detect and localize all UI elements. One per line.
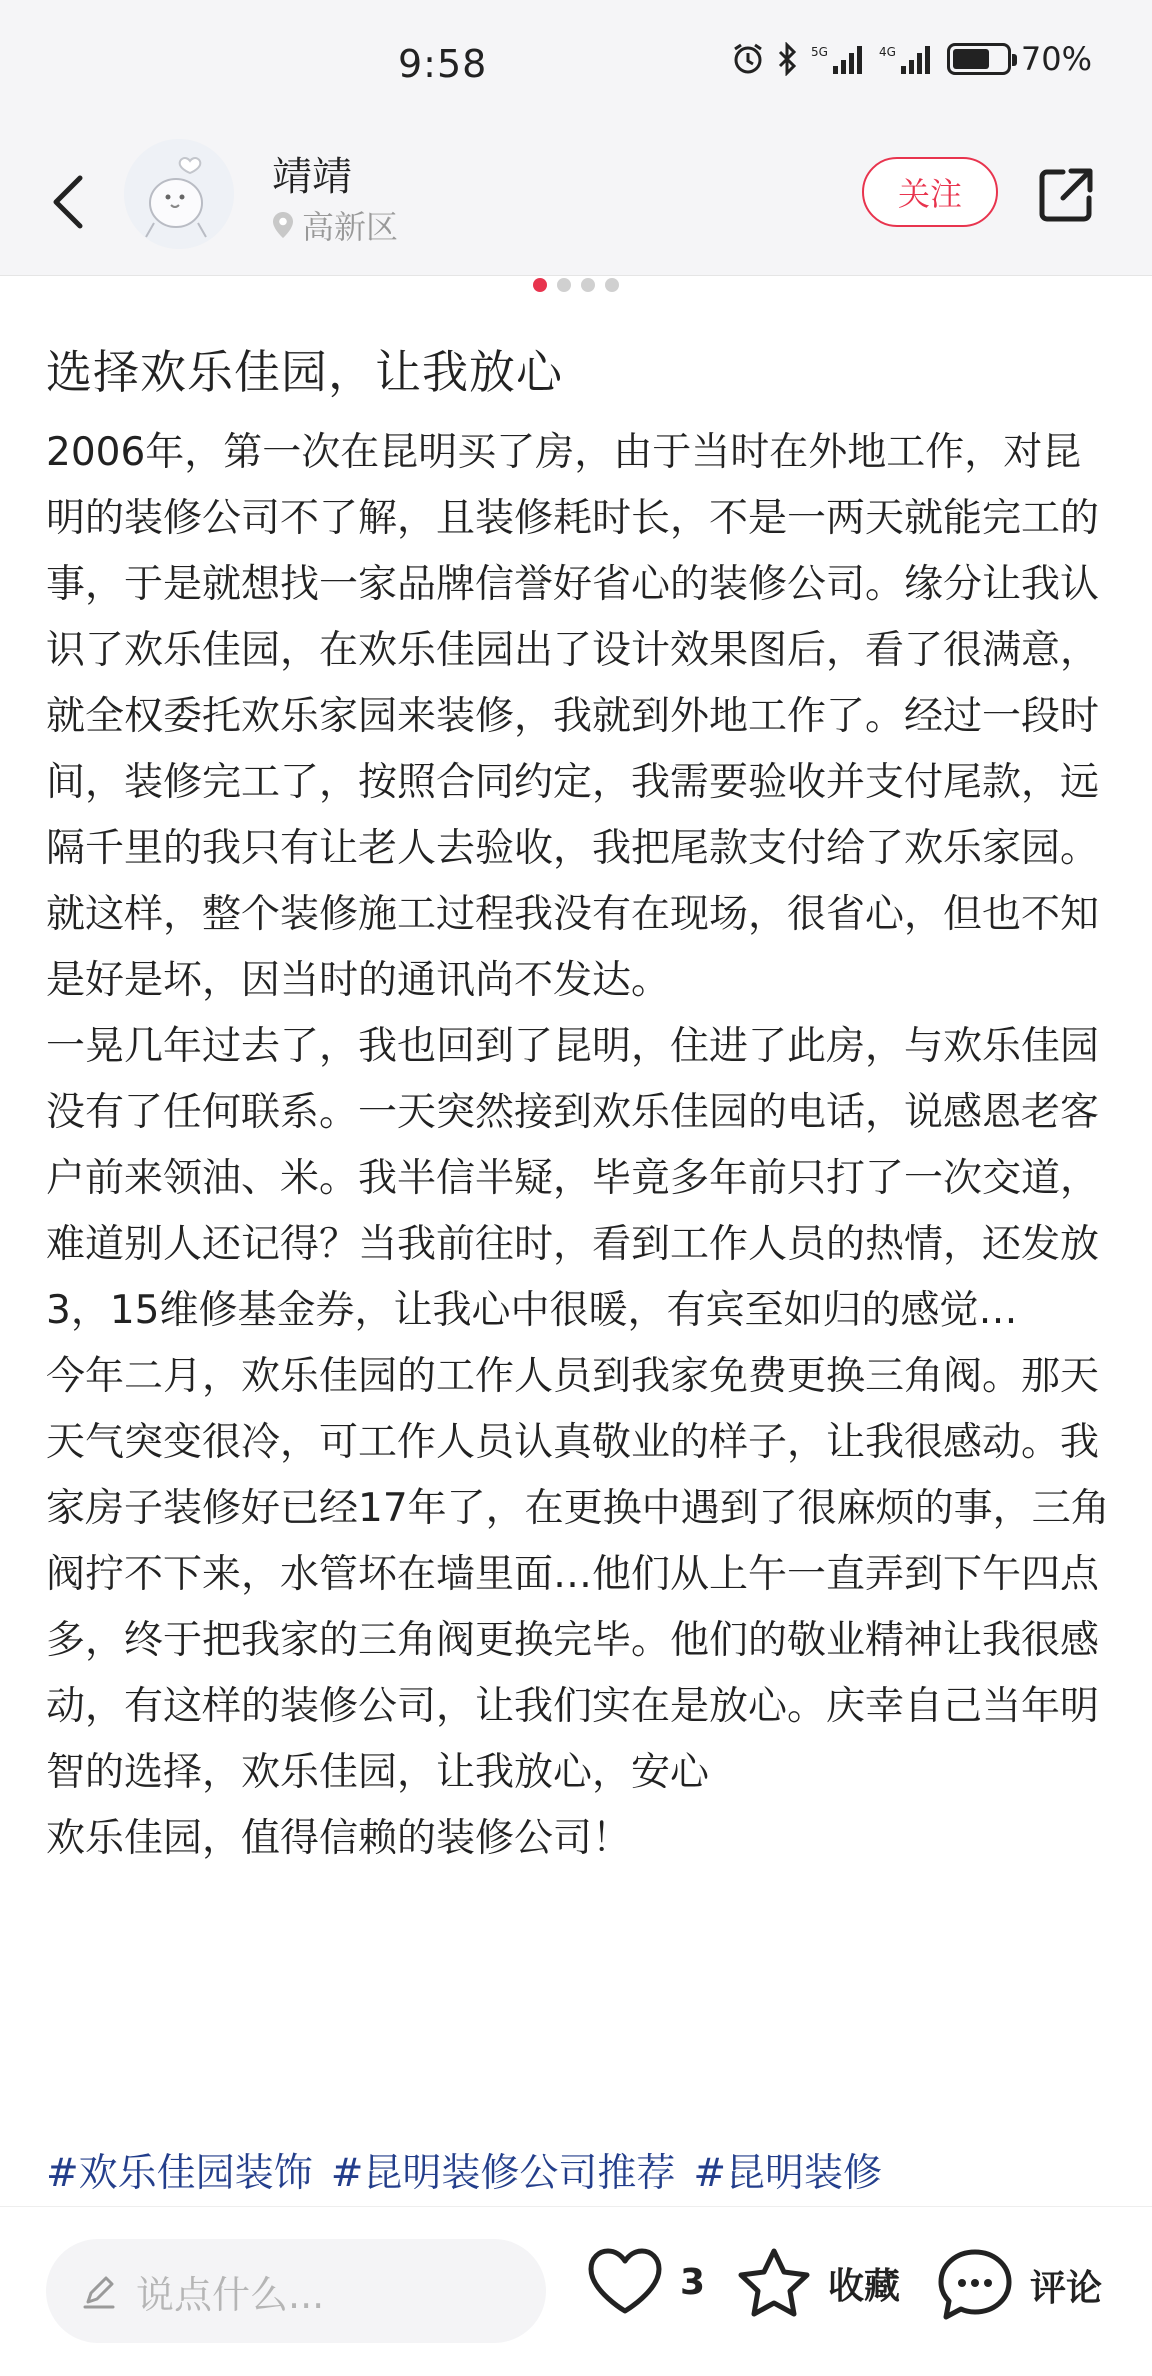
bluetooth-icon xyxy=(777,42,799,76)
tag-link[interactable]: #欢乐佳园装饰 xyxy=(46,2151,313,2196)
battery-indicator xyxy=(947,40,1092,78)
carousel-dot xyxy=(581,278,595,292)
post-body xyxy=(46,420,1116,1872)
location-pin-icon xyxy=(272,211,294,239)
carousel-indicator xyxy=(0,278,1152,292)
comment-label: 评论 xyxy=(1030,2267,1103,2309)
battery-percent: 70% xyxy=(1020,40,1092,78)
follow-button[interactable]: 关注 xyxy=(862,157,998,227)
comment-placeholder: 说点什么... xyxy=(136,2272,325,2317)
svg-text:5G: 5G xyxy=(810,45,828,59)
location-label: 高新区 xyxy=(302,208,399,246)
status-bar xyxy=(0,0,1152,135)
battery-fill xyxy=(953,49,989,69)
bottom-action-bar xyxy=(0,2206,1152,2376)
alarm-icon xyxy=(731,42,765,76)
avatar[interactable] xyxy=(124,139,234,249)
post-paragraph: 今年二月，欢乐佳园的工作人员到我家免费更换三角阀。那天天气突变很冷，可工作人员认真敬业的样子，让我很感动。我家房子装修好已经17年了，在更换中遇到了很麻烦的事，三角阀拧不下来，水管坏在墙里面…他们从上午一直弄到下午四点多，终于把我家的三角阀更换完毕。他们的敬业精神让我很感动，有这样的装修公司，让我们实在是放心。庆幸自己当年明智的选择，欢乐佳园，让我放心，安心 xyxy=(46,1354,1110,1795)
like-button[interactable] xyxy=(586,2247,705,2317)
favorite-label: 收藏 xyxy=(828,2265,901,2307)
back-button[interactable] xyxy=(38,162,98,242)
star-icon xyxy=(736,2247,812,2319)
carousel-dot xyxy=(557,278,571,292)
chevron-left-icon xyxy=(48,172,88,232)
favorite-button[interactable] xyxy=(736,2247,900,2319)
share-button[interactable] xyxy=(1034,163,1098,227)
svg-text:4G: 4G xyxy=(878,45,896,59)
signal-4g-icon xyxy=(879,42,935,76)
post-paragraph: 一晃几年过去了，我也回到了昆明，住进了此房，与欢乐佳园没有了任何联系。一天突然接到欢乐佳园的电话，说感恩老客户前来领油、米。我半信半疑，毕竟多年前只打了一次交道，难道别人还记得？当我前往时，看到工作人员的热情，还发放3，15维修基金券，让我心中很暖，有宾至如归的感觉… xyxy=(46,1024,1100,1333)
carousel-dot xyxy=(533,278,547,292)
signal-5g-icon xyxy=(811,42,867,76)
heart-icon xyxy=(586,2247,664,2317)
share-icon xyxy=(1037,166,1095,224)
battery-icon xyxy=(947,43,1011,75)
carousel-dot xyxy=(605,278,619,292)
pencil-icon xyxy=(80,2272,118,2310)
post-header xyxy=(0,135,1152,276)
user-location xyxy=(272,202,398,248)
post-paragraph: 2006年，第一次在昆明买了房，由于当时在外地工作，对昆明的装修公司不了解，且装修耗时长，不是一两天就能完工的事，于是就想找一家品牌信誉好省心的装修公司。缘分让我认识了欢乐佳园，在欢乐佳园出了设计效果图后，看了很满意，就全权委托欢乐家园来装修，我就到外地工作了。经过一段时间，装修完工了，按照合同约定，我需要验收并支付尾款，远隔千里的我只有让老人去验收，我把尾款支付给了欢乐家园。就这样，整个装修施工过程我没有在现场，很省心，但也不知是好是坏，因当时的通讯尚不发达。 xyxy=(46,430,1100,1003)
status-icons xyxy=(731,40,1092,78)
comment-input[interactable] xyxy=(46,2239,546,2343)
post-paragraph: 欢乐佳园，值得信赖的装修公司！ xyxy=(46,1816,632,1861)
status-time: 9:58 xyxy=(398,42,488,86)
comment-bubble-icon xyxy=(936,2247,1014,2323)
user-name[interactable]: 靖靖 xyxy=(272,154,352,200)
tag-link[interactable]: #昆明装修 xyxy=(693,2151,883,2196)
tag-link[interactable]: #昆明装修公司推荐 xyxy=(330,2151,676,2196)
tag-list xyxy=(46,2142,882,2198)
post-title: 选择欢乐佳园，让我放心 xyxy=(46,345,563,399)
like-count: 3 xyxy=(680,2261,706,2303)
comment-button[interactable] xyxy=(936,2247,1102,2323)
